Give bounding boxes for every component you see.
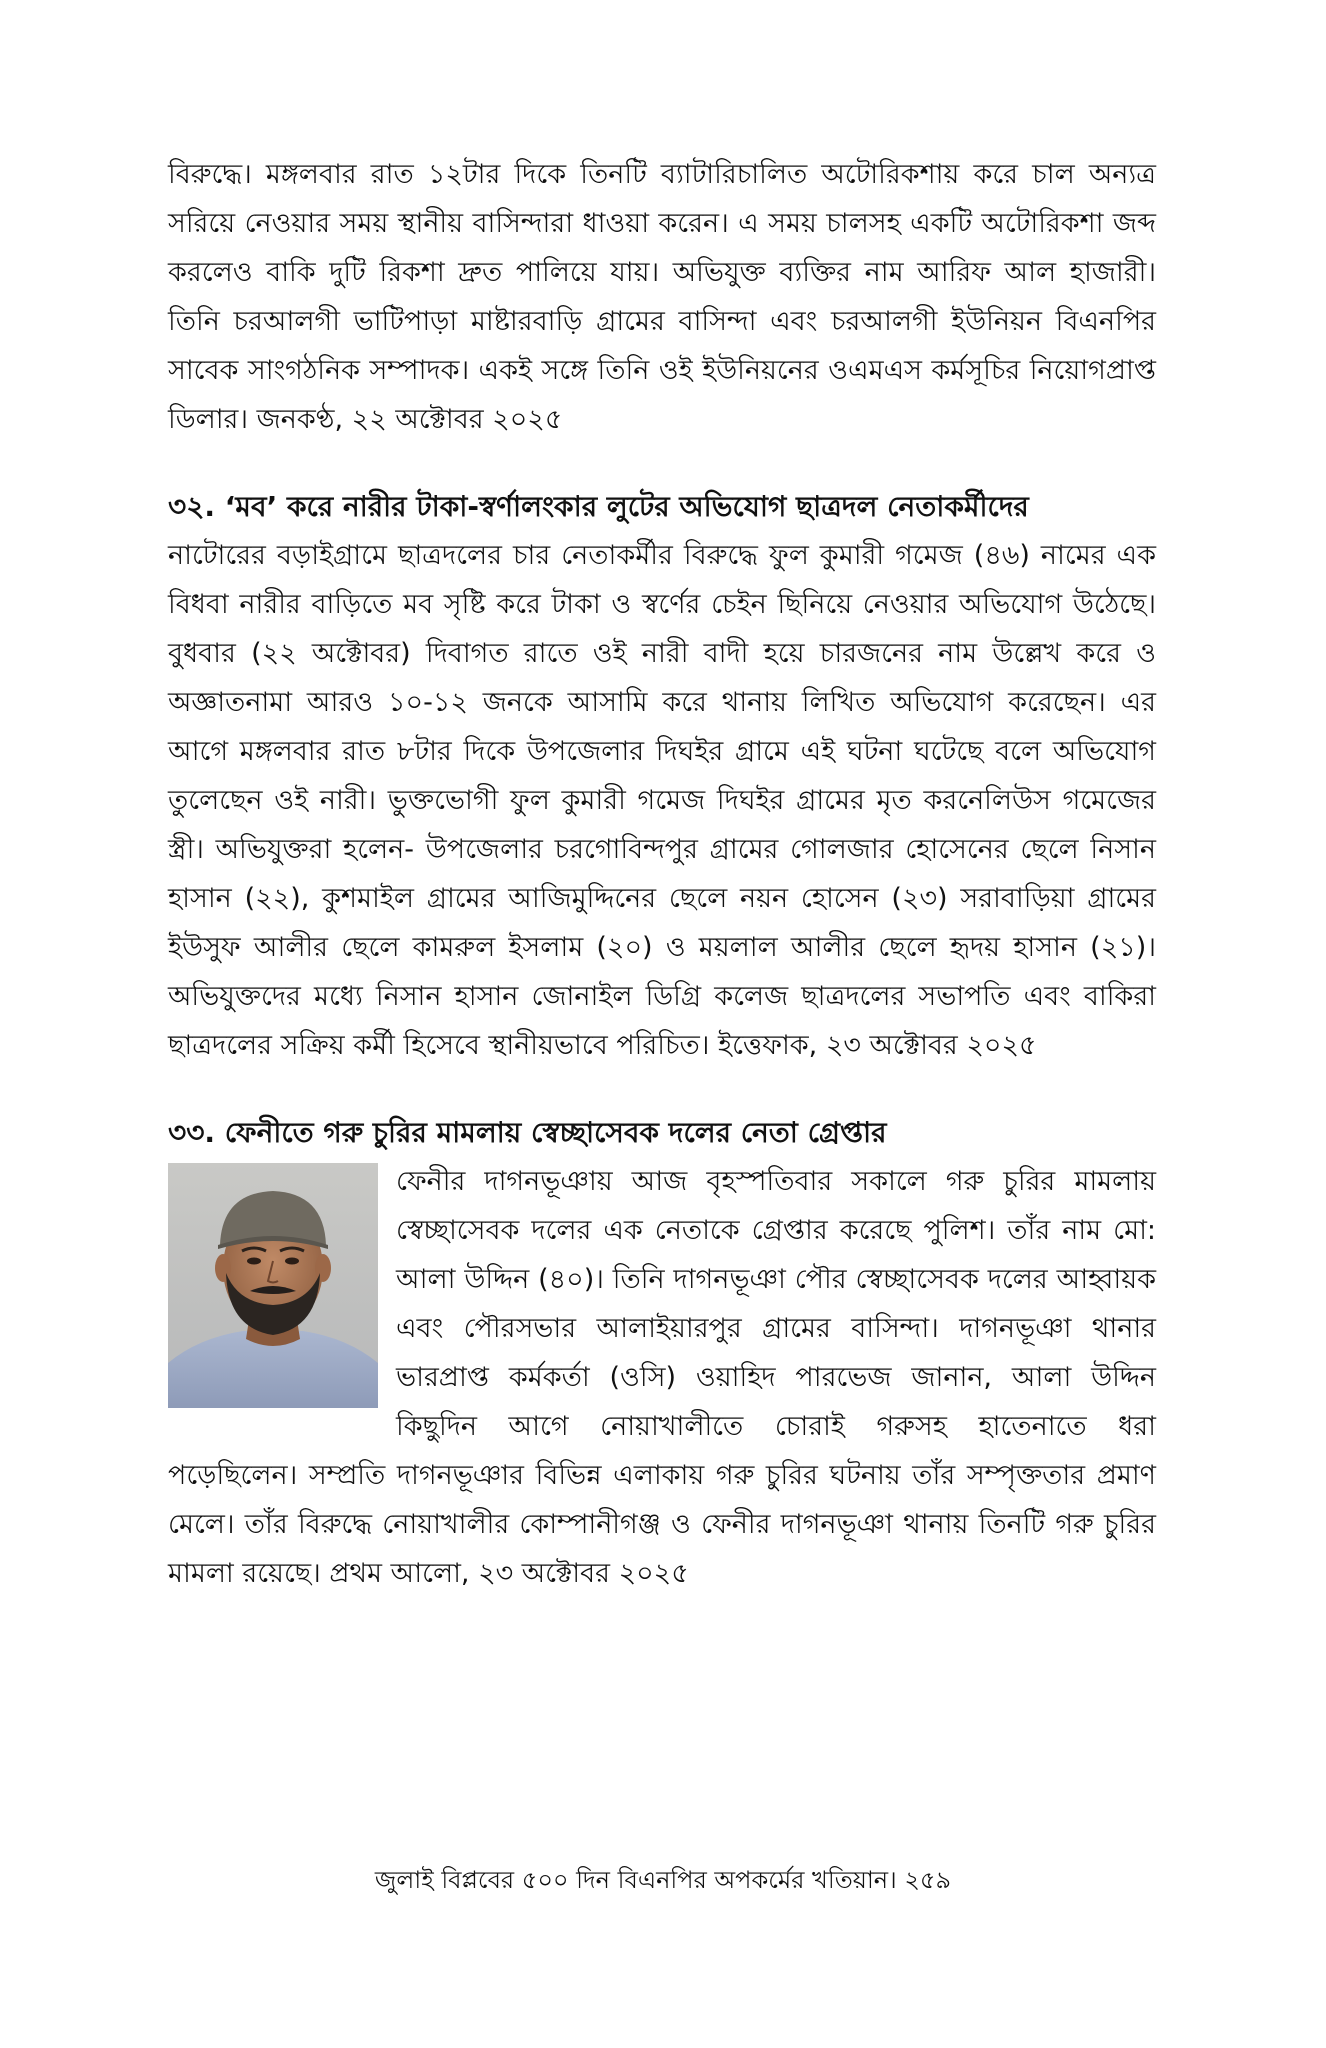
article-33-heading: ৩৩. ফেনীতে গরু চুরির মামলায় স্বেচ্ছাসেবক দলের নেতা গ্রেপ্তার: [168, 1116, 887, 1149]
page-content: [168, 150, 1156, 1598]
article-32-heading: ৩২. ‘মব’ করে নারীর টাকা-স্বর্ণালংকার লুটের অভিযোগ ছাত্রদল নেতাকর্মীদের: [168, 490, 1029, 523]
article-32: [168, 482, 1156, 1070]
article-33-body: ফেনীর দাগনভূঞায় আজ বৃহস্পতিবার সকালে গরু চুরির মামলায় স্বেচ্ছাসেবক দলের এক নেতাকে গ্রেপ্তার করেছে পুলিশ। তাঁর নাম মো: আলা উদ্দিন (৪০)। তিনি দাগনভূঞা পৌর স্বেচ্ছাসেবক দলের আহ্বায়ক এবং পৌরসভার আলাইয়ারপুর গ্রামের বাসিন্দা। দাগনভূঞা থানার ভারপ্রাপ্ত কর্মকর্তা (ওসি) ওয়াহিদ পারভেজ জানান, আলা উদ্দিন কিছুদিন আগে নোয়াখালীতে চোরাই গরুসহ হাতেনাতে ধরা পড়েছিলেন। সম্প্রতি দাগনভূঞার বিভিন্ন এলাকায় গরু চুরির ঘটনায় তাঁর সম্পৃক্ততার প্রমাণ মেলে। তাঁর বিরুদ্ধে নোয়াখালীর কোম্পানীগঞ্জ ও ফেনীর দাগনভূঞা থানায় তিনটি গরু চুরির মামলা রয়েছে। প্রথম আলো, ২৩ অক্টোবর ২০২৫: [168, 1166, 1156, 1589]
article-33: [168, 1108, 1156, 1598]
intro-paragraph: বিরুদ্ধে। মঙ্গলবার রাত ১২টার দিকে তিনটি ব্যাটারিচালিত অটোরিকশায় করে চাল অন্যত্র সরিয়ে নেওয়ার সময় স্থানীয় বাসিন্দারা ধাওয়া করেন। এ সময় চালসহ একটি অটোরিকশা জব্দ করলেও বাকি দুটি রিকশা দ্রুত পালিয়ে যায়। অভিযুক্ত ব্যক্তির নাম আরিফ আল হাজারী। তিনি চরআলগী ভাটিপাড়া মাষ্টারবাড়ি গ্রামের বাসিন্দা এবং চরআলগী ইউনিয়ন বিএনপির সাবেক সাংগঠনিক সম্পাদক। একই সঙ্গে তিনি ওই ইউনিয়নের ওএমএস কর্মসূচির নিয়োগপ্রাপ্ত ডিলার। জনকণ্ঠ, ২২ অক্টোবর ২০২৫: [168, 159, 1156, 435]
article-32-body: নাটোরের বড়াইগ্রামে ছাত্রদলের চার নেতাকর্মীর বিরুদ্ধে ফুল কুমারী গমেজ (৪৬) নামের এক বিধবা নারীর বাড়িতে মব সৃষ্টি করে টাকা ও স্বর্ণের চেইন ছিনিয়ে নেওয়ার অভিযোগ উঠেছে। বুধবার (২২ অক্টোবর) দিবাগত রাতে ওই নারী বাদী হয়ে চারজনের নাম উল্লেখ করে ও অজ্ঞাতনামা আরও ১০-১২ জনকে আসামি করে থানায় লিখিত অভিযোগ করেছেন। এর আগে মঙ্গলবার রাত ৮টার দিকে উপজেলার দিঘইর গ্রামে এই ঘটনা ঘটেছে বলে অভিযোগ তুলেছেন ওই নারী। ভুক্তভোগী ফুল কুমারী গমেজ দিঘইর গ্রামের মৃত করনেলিউস গমেজের স্ত্রী। অভিযুক্তরা হলেন- উপজেলার চরগোবিন্দপুর গ্রামের গোলজার হোসেনের ছেলে নিসান হাসান (২২), কুশমাইল গ্রামের আজিমুদ্দিনের ছেলে নয়ন হোসেন (২৩) সরাবাড়িয়া গ্রামের ইউসুফ আলীর ছেলে কামরুল ইসলাম (২০) ও ময়লাল আলীর ছেলে হৃদয় হাসান (২১)। অভিযুক্তদের মধ্যে নিসান হাসান জোনাইল ডিগ্রি কলেজ ছাত্রদলের সভাপতি এবং বাকিরা ছাত্রদলের সক্রিয় কর্মী হিসেবে স্থানীয়ভাবে পরিচিত। ইত্তেফাক, ২৩ অক্টোবর ২০২৫: [168, 540, 1156, 1061]
page-footer: জুলাই বিপ্লবের ৫০০ দিন বিএনপির অপকর্মের খতিয়ান। ২৫৯: [374, 1866, 952, 1894]
arrested-man-photo: [168, 1163, 378, 1408]
